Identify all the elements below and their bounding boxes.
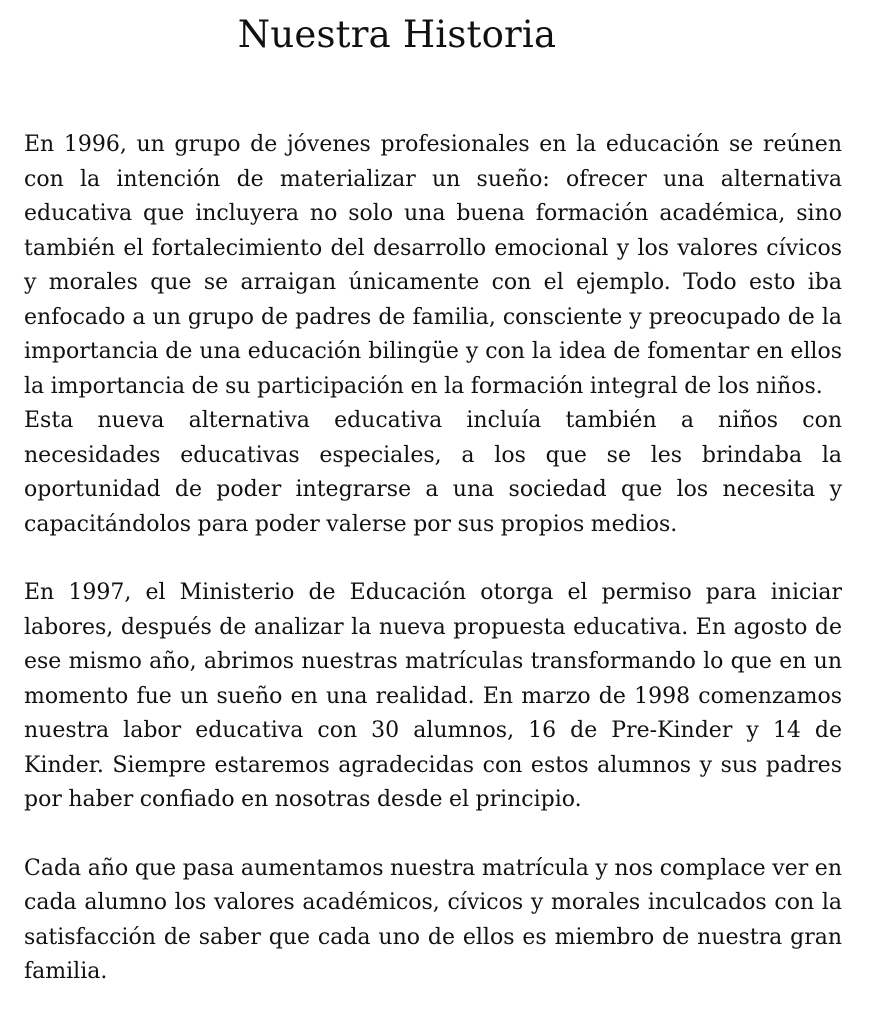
paragraph-3: En 1997, el Ministerio de Educación otorga el permiso para iniciar labores, después de analizar la nueva propuesta educativa. En agosto de ese mismo año, abrimos nuestras matrículas transformando lo que en un momento fue un sueño en una realidad. En marzo de 1998 comenzamos nuestra labor educativa con 30 alumnos, 16 de Pre-Kinder y 14 de Kinder. Siempre estaremos agradecidas con estos alumnos y sus padres por haber confiado en nosotras desde el principio.: [24, 580, 842, 812]
paragraph-4: Cada año que pasa aumentamos nuestra matrícula y nos complace ver en cada alumno los valores académicos, cívicos y morales inculcados con la satisfacción de saber que cada uno de ellos es miembro de nuestra gran familia.: [24, 855, 842, 984]
page-title: Nuestra Historia: [237, 13, 557, 56]
paragraph-1: En 1996, un grupo de jóvenes profesionales en la educación se reúnen con la intención de materializar un sueño: ofrecer una alternativa educativa que incluyera no solo una buena formación académica, sino también el fortalecimiento del desarrollo emocional y los valores cívicos y morales que se arraigan únicamente con el ejemplo. Todo esto iba enfocado a un grupo de padres de familia, consciente y preocupado de la importancia de una educación bilingüe y con la idea de fomentar en ellos la importancia de su participación en la formación integral de los niños.: [24, 132, 842, 399]
paragraph-2: Esta nueva alternativa educativa incluía también a niños con necesidades educativas especiales, a los que se les brindaba la oportunidad de poder integrarse a una sociedad que los necesita y capacitándolos para poder valerse por sus propios medios.: [24, 408, 842, 537]
document-body: [24, 128, 842, 990]
